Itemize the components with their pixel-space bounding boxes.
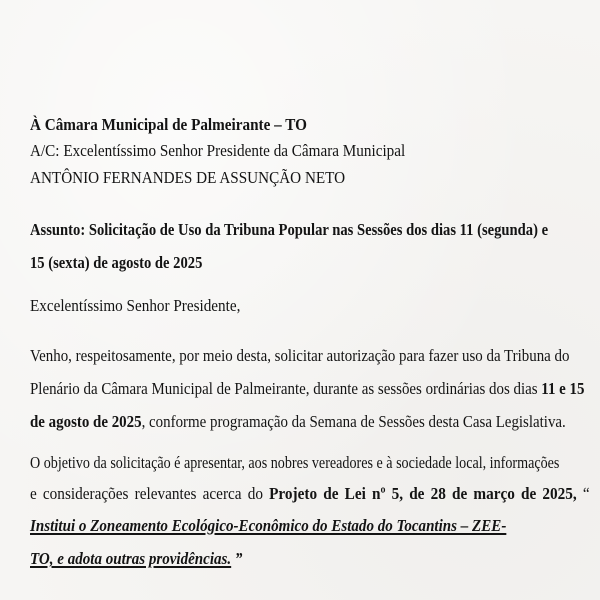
- p1-text-2-bold: 11 e 15: [541, 379, 585, 398]
- subject-text-2: 15 (sexta) de agosto de 2025: [30, 253, 203, 272]
- salutation: [30, 296, 259, 316]
- recipient-name: [30, 168, 373, 188]
- recipient-attention: [30, 141, 438, 161]
- salutation-text: Excelentíssimo Senhor Presidente,: [30, 296, 241, 315]
- p1-text-2-plain: Plenário da Câmara Municipal de Palmeirante, durante as sessões ordinárias dos dias: [30, 379, 538, 398]
- subject-line-1: [30, 220, 600, 240]
- p2-text-2-plain: e considerações relevantes acerca do: [30, 484, 263, 503]
- recipient-addressee: [30, 115, 331, 135]
- p2-text-1: O objetivo da solicitação é apresentar, aos nobres vereadores e à sociedade local, informações: [30, 453, 560, 472]
- p1-text-3-plain: , conforme programação da Semana de Sessões desta Casa Legislativa.: [141, 412, 566, 431]
- close-quote: ”: [231, 549, 243, 568]
- law-title-part-2: TO, e adota outras providências.: [30, 549, 232, 568]
- p1-text-1: Venho, respeitosamente, por meio desta, solicitar autorização para fazer uso da Tribuna do: [30, 346, 570, 365]
- open-quote: “: [582, 484, 590, 503]
- paragraph2-line-4: [30, 549, 270, 569]
- paragraph2-line-2: [30, 484, 600, 504]
- subject-text-1: Assunto: Solicitação de Uso da Tribuna Popular nas Sessões dos dias 11 (segunda) e: [30, 220, 549, 239]
- paragraph1-line-1: [30, 346, 600, 366]
- paragraph1-line-3: [30, 412, 600, 432]
- attention-text: A/C: Excelentíssimo Senhor Presidente da Câmara Municipal: [30, 141, 406, 160]
- subject-line-2: [30, 253, 225, 273]
- law-title-part-1: Institui o Zoneamento Ecológico-Econômico do Estado do Tocantins – ZEE-: [30, 516, 507, 535]
- name-text: ANTÔNIO FERNANDES DE ASSUNÇÃO NETO: [30, 168, 346, 187]
- paragraph2-line-3: [30, 516, 568, 536]
- p1-text-3-bold: de agosto de 2025: [30, 412, 142, 431]
- law-reference: Projeto de Lei nº 5, de 28 de março de 2025,: [269, 484, 577, 503]
- addressee-text: À Câmara Municipal de Palmeirante – TO: [30, 115, 307, 134]
- paragraph2-line-1: [30, 453, 600, 473]
- paragraph1-line-2: [30, 379, 600, 399]
